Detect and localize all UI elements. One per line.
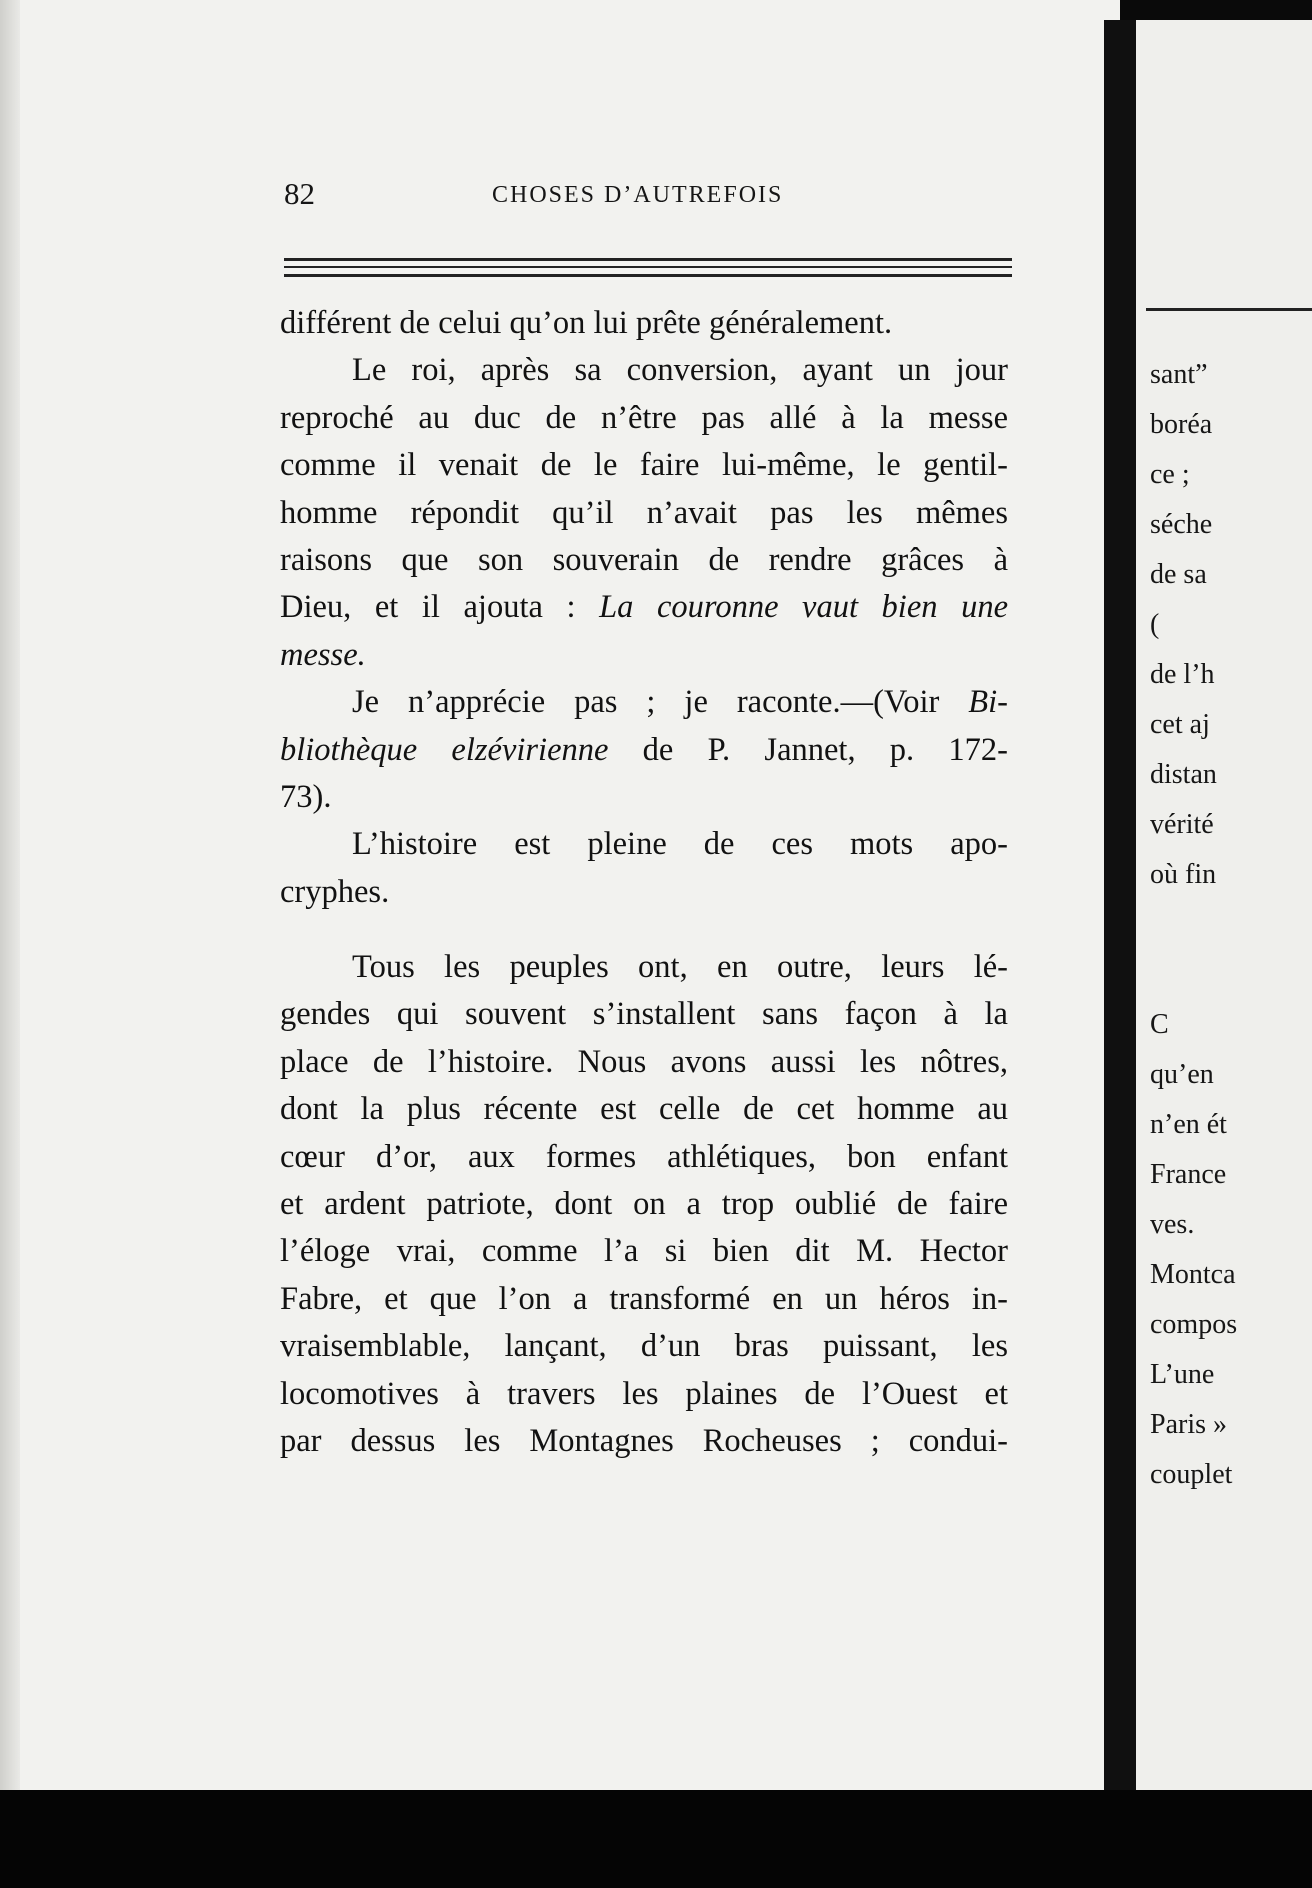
text-line: raisons que son souverain de rendre grâces à <box>280 541 1008 578</box>
italic-text: bliothèque elzévirienne <box>280 731 609 768</box>
text-line-fragment: distan <box>1150 759 1217 790</box>
text-line <box>280 727 1008 774</box>
text-line-fragment: L’une <box>1150 1359 1215 1390</box>
text-line-fragment: vérité <box>1150 809 1214 840</box>
text-line-fragment: n’en ét <box>1150 1109 1227 1140</box>
text-line: et ardent patriote, dont on a trop oublié de faire <box>280 1186 1008 1223</box>
head-rule <box>284 274 1012 277</box>
text-line-fragment: ( <box>1150 609 1160 640</box>
text-line: gendes qui souvent s’installent sans façon à la <box>280 996 1008 1033</box>
text-line-fragment: couplet <box>1150 1459 1233 1490</box>
right-head-rule <box>1146 308 1312 311</box>
text-line-fragment <box>1150 900 1237 950</box>
italic-text: messe. <box>280 636 366 673</box>
roman-text: Je n’apprécie pas ; je raconte.—(Voir <box>352 684 969 721</box>
right-page-text-fragment <box>1150 350 1237 1500</box>
text-line: homme répondit qu’il n’avait pas les mêmes <box>280 494 1008 531</box>
text-line: place de l’histoire. Nous avons aussi les nôtres, <box>280 1043 1008 1080</box>
book-gutter <box>1104 20 1140 1790</box>
scanner-bottom-border <box>0 1790 1312 1888</box>
text-line-fragment: Paris » <box>1150 1409 1227 1440</box>
text-line: Tous les peuples ont, en outre, leurs lé- <box>352 949 1008 986</box>
text-line: différent de celui qu’on lui prête généralement. <box>280 305 893 341</box>
text-line-fragment: Montca <box>1150 1259 1236 1290</box>
text-line: comme il venait de le faire lui-même, le gentil- <box>280 447 1008 484</box>
text-line: cœur d’or, aux formes athlétiques, bon enfant <box>280 1138 1008 1175</box>
head-rule <box>284 258 1012 261</box>
page-number: 82 <box>284 176 315 211</box>
text-line-fragment: qu’en <box>1150 1059 1214 1090</box>
text-line-fragment: de l’h <box>1150 659 1215 690</box>
left-page-body-text <box>280 300 1008 1465</box>
text-line <box>280 584 1008 631</box>
roman-text: de P. Jannet, p. 172- <box>608 731 1008 768</box>
text-line <box>280 679 1008 726</box>
roman-text: Dieu, et il ajouta : <box>280 589 600 626</box>
text-line <box>280 632 1008 679</box>
text-line-fragment: séche <box>1150 509 1213 540</box>
italic-text: La couronne vaut bien une <box>599 589 1008 626</box>
text-line-fragment: sant” <box>1150 359 1208 390</box>
paragraph-gap <box>280 916 1008 944</box>
running-head-title: CHOSES D’AUTREFOIS <box>492 182 784 208</box>
left-page-edge-shadow <box>0 0 22 1790</box>
right-page <box>1136 20 1312 1790</box>
text-line-fragment: boréa <box>1150 409 1213 440</box>
text-line: reproché au duc de n’être pas allé à la messe <box>280 399 1008 436</box>
text-line-fragment: ce ; <box>1150 459 1190 490</box>
text-line: L’histoire est pleine de ces mots apo- <box>352 826 1008 863</box>
text-line: Fabre, et que l’on a transformé en un héros in- <box>280 1280 1008 1317</box>
text-line: cryphes. <box>280 873 390 910</box>
text-line-fragment: France <box>1150 1159 1227 1190</box>
italic-text: Bi- <box>968 684 1008 721</box>
text-line: vraisemblable, lançant, d’un bras puissant, les <box>280 1328 1008 1365</box>
text-line-fragment: compos <box>1150 1309 1238 1340</box>
text-line: 73). <box>280 778 332 815</box>
text-line-fragment <box>1150 950 1237 1000</box>
text-line-fragment: de sa <box>1150 559 1207 590</box>
text-line: par dessus les Montagnes Rocheuses ; condui- <box>280 1422 1008 1459</box>
text-line: l’éloge vrai, comme l’a si bien dit M. Hector <box>280 1233 1008 1270</box>
text-line: dont la plus récente est celle de cet homme au <box>280 1091 1008 1128</box>
text-line-fragment: où fin <box>1150 859 1217 890</box>
text-line-fragment: C <box>1150 1009 1169 1040</box>
running-head <box>284 176 1014 226</box>
text-line: Le roi, après sa conversion, ayant un jour <box>352 352 1008 389</box>
text-line-fragment: ves. <box>1150 1209 1195 1240</box>
head-rule <box>284 266 1012 268</box>
text-line: locomotives à travers les plaines de l’Ouest et <box>280 1375 1008 1412</box>
text-line-fragment: cet aj <box>1150 709 1210 740</box>
